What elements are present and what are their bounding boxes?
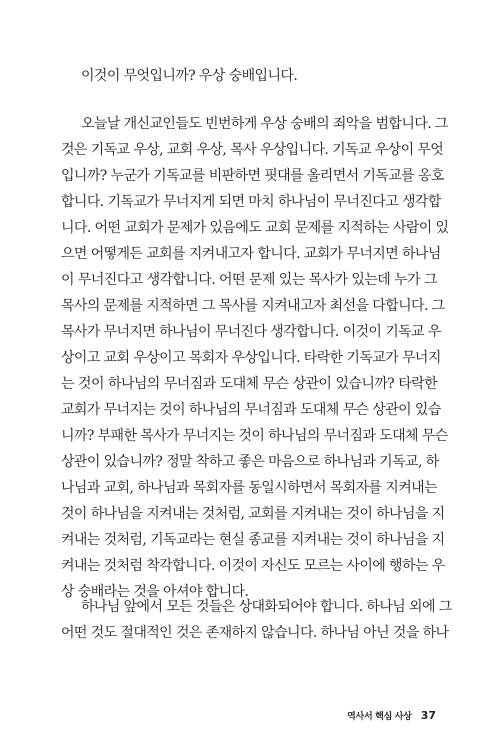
paragraph-line: 어떤 것도 절대적인 것은 존재하지 않습니다. 하나님 아닌 것을 하나 (61, 625, 449, 641)
paragraph-3 (61, 594, 452, 646)
paragraph-line: 오늘날 개신교인들도 빈번하게 우상 숭배의 죄악을 범합니다. 그 (81, 116, 448, 132)
paragraph-line: 니까? 부패한 목사가 무너지는 것이 하나님의 무너짐과 도대체 무슨 (61, 428, 448, 444)
paragraph-line: 것은 기독교 우상, 교회 우상, 목사 우상입니다. 기독교 우상이 무엇 (61, 142, 444, 158)
paragraph-line: 합니다. 기독교가 무너지게 되면 마치 하나님이 무너진다고 생각합 (61, 194, 441, 210)
paragraph-line: 교회가 무너지는 것이 하나님의 무너짐과 도대체 무슨 상관이 있습 (61, 402, 441, 418)
paragraph-line: 상이고 교회 우상이고 목회자 우상입니다. 타락한 기독교가 무너지 (61, 350, 441, 366)
paragraph-line: 목사의 문제를 지적하면 그 목사를 지켜내고자 최선을 다합니다. 그 (61, 298, 445, 314)
page-footer (347, 704, 436, 723)
paragraph-line: 것이 하나님을 지켜내는 것처럼, 교회를 지켜내는 것이 하나님을 지 (61, 506, 445, 522)
paragraph-line: 켜내는 것처럼, 기독교라는 현실 종교를 지켜내는 것이 하나님을 지 (61, 532, 445, 548)
paragraph-line: 이것이 무엇입니까? 우상 숭배입니다. (81, 68, 298, 84)
paragraph-line: 이 무너진다고 생각합니다. 어떤 문제 있는 목사가 있는데 누가 그 (61, 272, 437, 288)
paragraph-line: 으면 어떻게든 교회를 지켜내고자 합니다. 교회가 무너지면 하나님 (61, 246, 441, 262)
running-title: 역사서 핵심 사상 (347, 712, 412, 722)
paragraph-line: 입니까? 누군가 기독교를 비판하면 핏대를 올리면서 기독교를 옹호 (61, 168, 444, 184)
paragraph-line: 나님과 교회, 하나님과 목회자를 동일시하면서 목회자를 지켜내는 (61, 480, 437, 496)
paragraph-line: 는 것이 하나님의 무너짐과 도대체 무슨 상관이 있습니까? 타락한 (61, 376, 437, 392)
paragraph-line: 상관이 있습니까? 정말 착하고 좋은 마음으로 하나님과 기독교, 하 (61, 454, 439, 470)
paragraph-line: 상 숭배라는 것을 아셔야 합니다. (61, 584, 249, 600)
paragraph-2 (61, 111, 449, 605)
paragraph-1 (61, 63, 437, 89)
page-number: 37 (420, 709, 436, 722)
paragraph-line: 하나님 앞에서 모든 것들은 상대화되어야 합니다. 하나님 외에 그 (81, 599, 452, 615)
paragraph-line: 켜내는 것처럼 착각합니다. 이것이 자신도 모르는 사이에 행하는 우 (61, 558, 445, 574)
paragraph-line: 목사가 무너지면 하나님이 무너진다 생각합니다. 이것이 기독교 우 (61, 324, 441, 340)
paragraph-line: 니다. 어떤 교회가 문제가 있음에도 교회 문제를 지적하는 사람이 있 (61, 220, 449, 236)
